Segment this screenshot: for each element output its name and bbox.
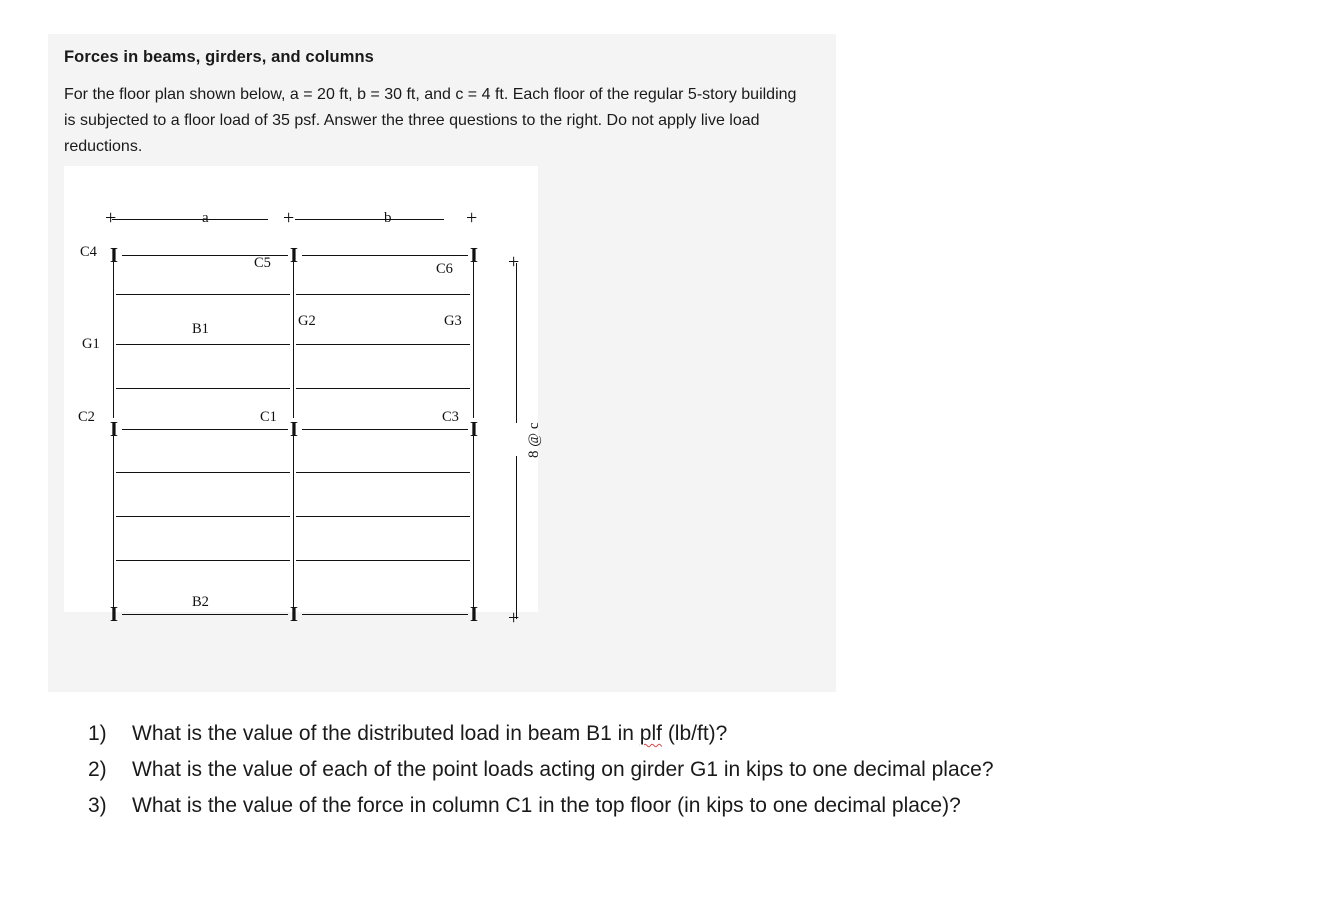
girder-g2-line [293,262,294,418]
dim-label-a: a [202,210,209,226]
dim-label-right: 8 @ c [526,422,542,458]
page-title: Forces in beams, girders, and columns [64,48,374,66]
column-marker-c2: I [109,417,119,441]
bottom-girder-right [302,614,468,615]
label-g3: G3 [444,313,462,329]
label-c3: C3 [442,409,459,425]
column-marker-bottom-left: I [109,602,119,626]
question-1-post: (lb/ft)? [661,722,728,745]
beam-lower-right-1 [296,472,470,473]
column-marker-c3: I [469,417,479,441]
beam-lower-right-2 [296,516,470,517]
question-item-2 [88,752,1278,788]
question-text-2: What is the value of each of the point loads acting on girder G1 in kips to one decimal place? [132,758,994,781]
girder-g3-line [473,262,474,418]
label-b2: B2 [192,594,209,610]
beam-lower-left-1 [116,472,290,473]
label-c1: C1 [260,409,277,425]
questions-list [88,716,1278,824]
beam-lower-left-3 [116,560,290,561]
beam-upper-right-1 [296,294,470,295]
question-item-3 [88,788,1278,824]
beam-upper-left-3 [116,388,290,389]
beam-lower-right-3 [296,560,470,561]
problem-card [48,34,836,692]
question-text-1 [132,716,1278,752]
lower-girder-left-line [113,436,114,608]
beam-upper-right-3 [296,388,470,389]
column-marker-bottom-right: I [469,602,479,626]
label-g2: G2 [298,313,316,329]
label-g1: G1 [82,336,100,352]
label-c2: C2 [78,409,95,425]
question-number-2: 2) [88,758,107,781]
label-c5: C5 [254,255,271,271]
column-marker-bottom-mid: I [289,602,299,626]
beam-upper-left-1 [116,294,290,295]
dim-line-a [112,219,268,220]
label-c6: C6 [436,261,453,277]
problem-description: For the floor plan shown below, a = 20 ft, b = 30 ft, and c = 4 ft. Each floor of the regular 5-story building is subjected to a floor load of 35 psf. Answer the three questions to the right. Do not apply live load reductions. [64,86,797,155]
dim-tick-mid: + [283,207,295,229]
column-marker-c5: I [289,243,299,267]
dim-tick-top-right: + [508,251,520,273]
question-item-1 [88,716,1278,752]
beam-upper-left-2 [116,344,290,345]
lower-girder-right-line [473,436,474,608]
dim-tick-bottom-right: + [508,607,520,629]
dim-tick-right: + [466,207,478,229]
column-marker-c4: I [109,243,119,267]
beam-upper-right-2 [296,344,470,345]
girder-g1-line [113,262,114,418]
column-marker-c6: I [469,243,479,267]
bottom-girder-left [122,614,288,615]
question-number-3: 3) [88,794,107,817]
question-1-pre: What is the value of the distributed load in beam B1 in [132,722,640,745]
column-marker-c1: I [289,417,299,441]
dim-line-right-upper [516,263,517,423]
label-c4: C4 [80,244,97,260]
mid-girder-left [122,429,288,430]
floor-plan-figure [64,166,542,629]
top-girder-right [302,255,468,256]
question-text-3: What is the value of the force in column C1 in the top floor (in kips to one decimal place)? [132,794,961,817]
dim-tick-left: + [105,207,117,229]
mid-girder-right [302,429,468,430]
lower-girder-mid-line [293,436,294,608]
label-b1: B1 [192,321,209,337]
question-number-1: 1) [88,722,107,745]
dim-line-right-lower [516,456,517,619]
beam-lower-left-2 [116,516,290,517]
dim-label-b: b [384,210,392,226]
question-1-flagged-word: plf [639,722,662,745]
dim-line-b [295,219,444,220]
